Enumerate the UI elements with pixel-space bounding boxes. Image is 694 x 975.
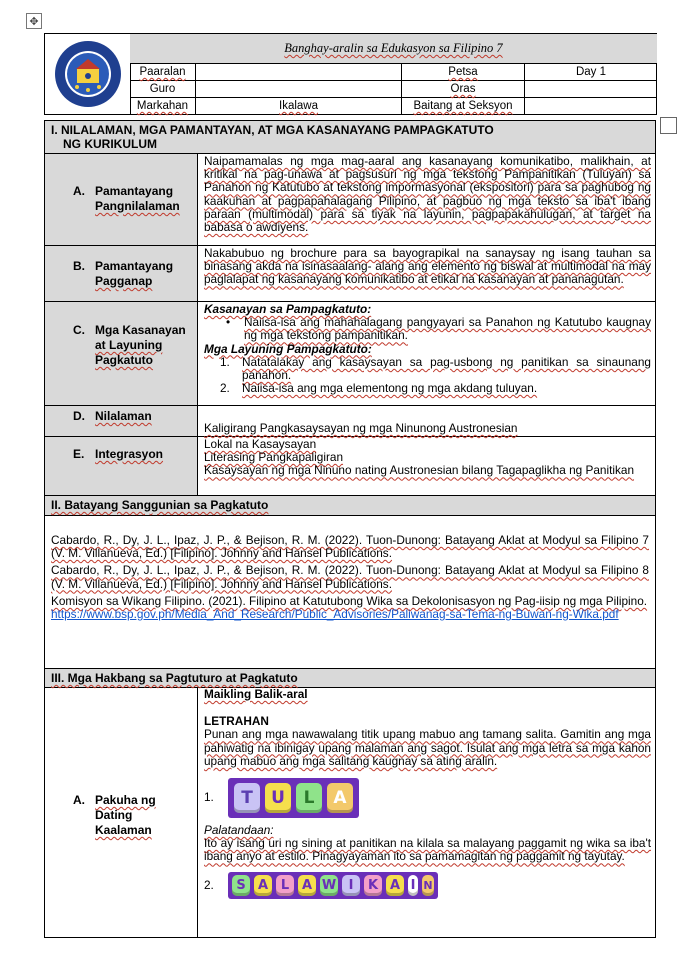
- oras-value[interactable]: [525, 81, 657, 98]
- guro-value[interactable]: [196, 81, 402, 98]
- markahan-text: Markahan: [136, 100, 189, 112]
- row-e-label-text: Integrasyon: [95, 447, 164, 461]
- layunin-num-2: 2.: [220, 381, 230, 396]
- guro-label: [130, 81, 196, 98]
- row-c-label3: Pagkatuto: [95, 353, 154, 367]
- nilalaman-text: Kaligirang Pangkasaysayan ng mga Ninunong Austronesian: [204, 421, 518, 435]
- row-c-letter: C.: [73, 323, 85, 337]
- reference-2: Cabardo, R., Dy, J. L., Ipaz, J. P., & Bejison, R. M. (2022). Tuon-Dunong: Batayang Aklat at Modyul sa Filipino 8 (V. M. Villanueva, Ed.) [Filipino]. Johnny and Hansel Publications.: [51, 563, 649, 591]
- pamantayang-pagganap-text: Nakabubuo ng brochure para sa bayograpikal na sanaysay ng isang tauhan sa binasang akda na isinasaalang- alang ang elemento ng biswal at multimodal na may paglalapat ng kasanayang komunikatibo at etikal na kasanayan at pananagutan.: [204, 246, 651, 287]
- row-a-label: [45, 154, 198, 246]
- row-d-letter: D.: [73, 409, 85, 423]
- letter-tile[interactable]: I: [408, 875, 418, 896]
- letter-tile[interactable]: K: [364, 875, 382, 896]
- letrahan-heading: LETRAHAN: [204, 714, 269, 729]
- day-text: Day 1: [575, 66, 607, 78]
- letter-tile[interactable]: U: [265, 783, 291, 813]
- paaralan-value[interactable]: [196, 64, 402, 81]
- lesson-header-table: [44, 33, 657, 115]
- kasanayan-heading: Kasanayan sa Pampagkatuto:: [204, 302, 372, 316]
- section1-title-line1: I. NILALAMAN, MGA PAMANTAYAN, AT MGA KASANAYANG PAMPAGKATUTO: [51, 123, 494, 137]
- row-b-letter: B.: [73, 259, 85, 273]
- paaralan-label: [130, 64, 196, 81]
- layunin-num-1: 1.: [220, 354, 230, 369]
- paaralan-text: Paaralan: [139, 66, 186, 78]
- row-d-label: [45, 406, 198, 437]
- letter-tile[interactable]: A: [386, 875, 404, 896]
- integrasyon-line-2: Literasing Pangkapaligiran: [204, 450, 344, 465]
- section2-title: II. Batayang Sanggunian sa Pagkatuto: [51, 498, 269, 512]
- markahan-value[interactable]: [196, 98, 402, 114]
- row-b-label: [45, 246, 198, 302]
- lesson-content-table: [44, 120, 656, 938]
- row-d-content: [198, 406, 655, 437]
- title-text: Banghay-aralin sa Edukasyon sa Filipino 7: [284, 41, 503, 55]
- layunin-item-1: [204, 356, 651, 382]
- margin-checkbox[interactable]: [660, 117, 677, 134]
- row-3a-letter: A.: [73, 793, 85, 807]
- layunin-heading: Mga Layuning Pampagkatuto:: [204, 341, 372, 356]
- petsa-text: Petsa: [448, 66, 478, 78]
- hint-label: Palatandaan:: [204, 823, 274, 838]
- section1-header: [45, 121, 655, 154]
- row-b-label2: Pagganap: [95, 274, 153, 288]
- reference-1: Cabardo, R., Dy, J. L., Ipaz, J. P., & Bejison, R. M. (2022). Tuon-Dunong: Batayang Aklat at Modyul sa Filipino 7 (V. M. Villanueva, Ed.) [Filipino]. Johnny and Hansel Publications.: [51, 533, 649, 561]
- letter-tile[interactable]: W: [320, 875, 338, 896]
- row-c-label1: Mga Kasanayan: [95, 323, 186, 337]
- references-cell: [45, 516, 655, 669]
- row-a-content: [198, 154, 655, 246]
- row-a-label2: Pangnilalaman: [95, 199, 180, 213]
- petsa-label: [402, 64, 525, 81]
- oras-text: Oras: [450, 83, 476, 95]
- row-c-content: [198, 302, 655, 406]
- row-3a-content: [198, 688, 655, 937]
- row-e-content: [198, 437, 655, 496]
- row-b-content: [198, 246, 655, 302]
- letter-tile[interactable]: A: [298, 875, 316, 896]
- puzzle-2-tiles: [228, 872, 438, 899]
- markahan-value-text: Ikalawa: [279, 100, 318, 112]
- deped-logo-cell: [45, 34, 131, 114]
- section1-title-line2: NG KURIKULUM: [63, 137, 157, 151]
- section3-title: III. Mga Hakbang sa Pagtuturo at Pagkatuto: [51, 671, 298, 685]
- baitang-value[interactable]: [525, 98, 657, 114]
- row-b-label1: Pamantayang: [95, 259, 174, 273]
- integrasyon-line-3: Kasaysayan ng mga Ninuno nating Austronesian bilang Tagapaglikha ng Panitikan: [204, 463, 635, 478]
- puzzle-item-2-num: 2.: [204, 877, 214, 892]
- table-move-handle[interactable]: ✥: [26, 13, 42, 29]
- row-d-label-text: Nilalaman: [95, 409, 152, 423]
- letrahan-instructions: Punan ang mga nawawalang titik upang mabuo ang tamang salita. Gamitin ang mga pahiwatig na ibinigay upang malaman ang sagot. Isulat ang mga letra sa mga kahon upang mabuo ang mga salitang kaugnay sa ating aralin.: [204, 727, 651, 768]
- puzzle-item-2: [204, 872, 651, 899]
- row-c-label: [45, 302, 198, 406]
- letter-tile[interactable]: T: [234, 783, 260, 813]
- row-e-label: [45, 437, 198, 496]
- row-3a-label2: Dating: [95, 808, 133, 822]
- letter-tile[interactable]: I: [342, 875, 360, 896]
- reference-3: Komisyon sa Wikang Filipino. (2021). Filipino at Katutubong Wika sa Dekolonisasyon ng Pag-iisip ng mga Pilipino.: [51, 593, 648, 608]
- reference-link[interactable]: https://www.bsp.gov.ph/Media_And_Research/Public_Advisories/Paliwanag-sa-Tema-ng-Buwan-ng-Wika.pdf: [51, 607, 619, 622]
- integrasyon-line-1: Lokal na Kasaysayan: [204, 437, 317, 451]
- letter-tile[interactable]: L: [296, 783, 322, 813]
- day-value[interactable]: [525, 64, 657, 81]
- row-e-letter: E.: [73, 447, 85, 461]
- lesson-plan-title: [130, 34, 657, 64]
- row-3a-label: [45, 688, 198, 937]
- markahan-label: [130, 98, 196, 114]
- letter-tile[interactable]: L: [276, 875, 294, 896]
- row-3a-label1: Pakuha ng: [95, 793, 156, 807]
- hint-text: Ito ay isang uri ng sining at panitikan na kilala sa malayang paggamit ng wika sa iba't ibang anyo at estilo. Pinagyayaman ito sa pamamagitan ng paggamit ng tayutay.: [204, 836, 651, 864]
- row-c-label2: at Layuning: [95, 338, 163, 352]
- section3-header: [45, 669, 655, 688]
- section2-header: [45, 496, 655, 516]
- oras-label: [402, 81, 525, 98]
- layunin-item-2: [204, 382, 651, 395]
- row-3a-label3: Kaalaman: [95, 823, 152, 837]
- bullet-icon: •: [226, 315, 231, 330]
- letter-tile[interactable]: S: [232, 875, 250, 896]
- puzzle-item-1: [204, 778, 651, 818]
- kasanayan-bullet-text: Naiisa-isa ang mahahalagang pangyayari sa Panahon ng Katutubo kaugnay ng mga tekstong pampanitikan.: [244, 315, 651, 343]
- balik-aral-heading: Maikling Balik-aral: [204, 687, 308, 701]
- kasanayan-bullet: [204, 316, 651, 342]
- letter-tile[interactable]: N: [422, 875, 434, 896]
- row-a-letter: A.: [73, 184, 85, 198]
- layunin-item-2-text: Naiisa-isa ang mga elementong ng mga akdang tuluyan.: [242, 381, 538, 396]
- letter-tile[interactable]: A: [254, 875, 272, 896]
- row-a-label1: Pamantayang: [95, 184, 174, 198]
- puzzle-item-1-num: 1.: [204, 790, 214, 805]
- baitang-text: Baitang at Seksyon: [413, 100, 513, 112]
- puzzle-1-tiles: [228, 778, 359, 818]
- guro-text: Guro: [149, 83, 176, 95]
- letter-tile[interactable]: A: [327, 783, 353, 813]
- pamantayang-pangnilalaman-text: Naipamamalas ng mga mag-aaral ang kasanayang komunikatibo, malikhain, at kritikal na pag-unawa at pagsusuri ng mga tekstong Pampanitikan (Tuluyan) sa Panahon ng Katutubo at tekstong impormasyonal (ekspositori) para sa paghubog ng kaakuhan at pagpapahalagang Pilipino, at pagbuo ng mga teksto sa iba't ibang paraan (multimodal) para sa tiyak na layunin, pagpapakahulugan, at target na babasa o awdiyens.: [204, 154, 651, 235]
- layunin-item-1-text: Natatalakay ang kasaysayan sa pag-usbong ng panitikan sa sinaunang panahon.: [242, 354, 651, 383]
- baitang-label: [402, 98, 525, 114]
- deped-seal-icon: [53, 39, 123, 109]
